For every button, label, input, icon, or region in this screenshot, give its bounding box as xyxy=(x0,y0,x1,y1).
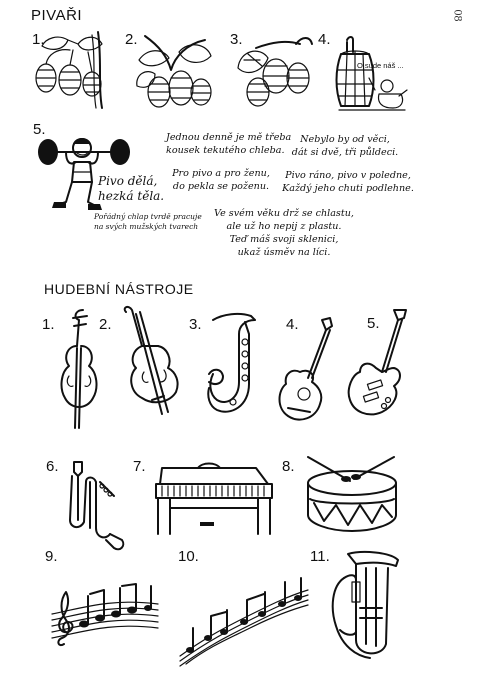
item-number-5: 5. xyxy=(33,121,46,138)
poem-5-line-3: Teď máš svoji sklenici, xyxy=(229,234,339,245)
poem-1-line-1: Jednou denně je mě třeba xyxy=(166,132,292,143)
instrument-number-4: 4. xyxy=(286,316,299,333)
item-number-2: 2. xyxy=(125,31,138,48)
drum-icon xyxy=(306,453,402,533)
electric-guitar-icon xyxy=(346,306,411,424)
item-number-3: 3. xyxy=(230,31,243,48)
piano-icon xyxy=(148,462,280,538)
poem-4-line-1: Pivo ráno, pivo v poledne, xyxy=(285,170,411,181)
saxophone-icon xyxy=(205,312,267,422)
poem-5 xyxy=(214,207,354,259)
music-notes-wave-icon xyxy=(178,576,310,666)
instrument-number-2: 2. xyxy=(99,316,112,333)
instrument-number-11: 11. xyxy=(310,548,330,565)
poem-2-line-2: dát si dvě, tři půldeci. xyxy=(291,147,399,158)
beer-barrel-drinker-icon xyxy=(333,34,409,112)
poem-1 xyxy=(166,131,292,157)
poem-2-line-1: Nebylo by od věci, xyxy=(300,134,390,145)
strongman-caption xyxy=(98,174,164,204)
strongman-caption-line-1: Pivo dělá, xyxy=(98,174,158,188)
poem-5-line-1: Ve svém věku drž se chlastu, xyxy=(214,208,354,219)
instrument-number-8: 8. xyxy=(282,458,295,475)
strongman-note-line-1: Pořádný chlap tvrdě pracuje xyxy=(94,212,202,221)
strongman-caption-line-2: hezká těla. xyxy=(98,189,165,203)
violin-icon xyxy=(118,306,186,424)
item-number-1: 1. xyxy=(32,31,45,48)
poem-3-line-1: Pro pivo a pro ženu, xyxy=(172,168,270,179)
strongman-note xyxy=(94,212,202,232)
instrument-number-6: 6. xyxy=(46,458,59,475)
poem-3 xyxy=(166,167,276,193)
poem-5-line-4: ukaž úsměv na líci. xyxy=(237,247,331,258)
strongman-note-line-2: na svých mužských tvarech xyxy=(94,222,199,231)
tuba-icon xyxy=(326,548,404,668)
item-number-4: 4. xyxy=(318,31,331,48)
section-title-instruments: HUDEBNÍ NÁSTROJE xyxy=(44,281,194,297)
cello-icon xyxy=(55,306,105,436)
hop-cones-icon xyxy=(133,30,218,115)
acoustic-guitar-icon xyxy=(276,316,336,426)
instrument-number-3: 3. xyxy=(189,316,202,333)
poem-1-line-2: kousek tekutého chleba. xyxy=(166,145,285,156)
instrument-number-10: 10. xyxy=(178,548,199,565)
music-notes-staff-icon xyxy=(52,574,160,654)
instrument-number-5: 5. xyxy=(367,315,380,332)
poem-3-line-2: do pekla se poženu. xyxy=(172,181,270,192)
instrument-number-1: 1. xyxy=(42,316,55,333)
trumpet-icon xyxy=(60,458,132,554)
poem-2 xyxy=(285,133,405,159)
poem-4-line-2: Každý jeho chuti podlehne. xyxy=(282,183,414,194)
poem-5-line-2: ale už ho nepij z plastu. xyxy=(226,221,342,232)
instrument-number-9: 9. xyxy=(45,548,58,565)
page-number: 08 xyxy=(451,9,466,22)
hop-plant-icon xyxy=(28,30,118,110)
poem-4 xyxy=(282,169,414,195)
instrument-number-7: 7. xyxy=(133,458,146,475)
section-title-drinkers: PIVAŘI xyxy=(31,7,83,24)
barrel-caption: O sude náš ... xyxy=(357,61,404,70)
hop-cones-leaves-icon xyxy=(236,38,318,110)
